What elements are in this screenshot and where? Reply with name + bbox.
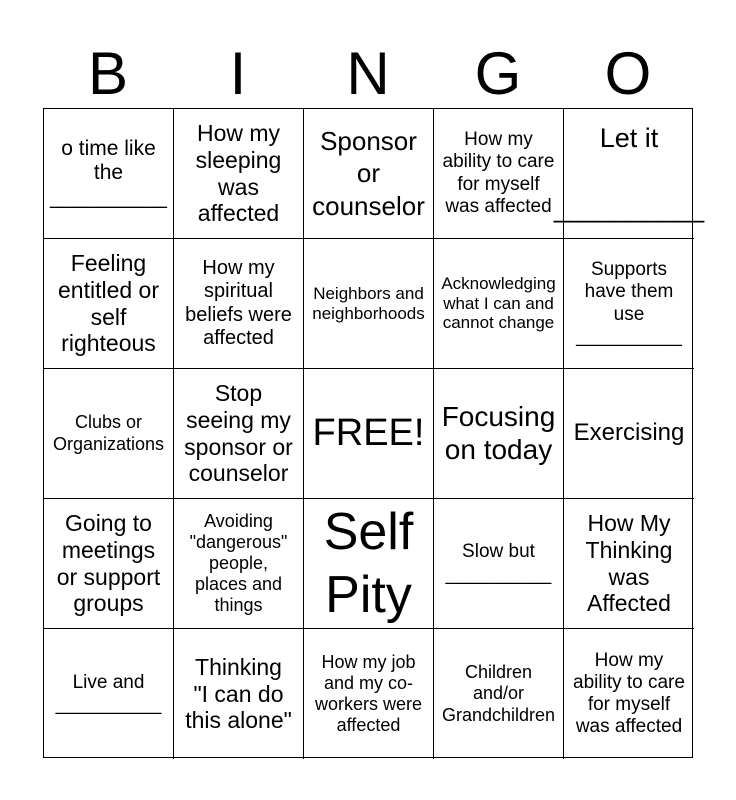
bingo-board xyxy=(43,108,705,758)
header-letter-o: O xyxy=(604,40,652,107)
bingo-cell[interactable] xyxy=(434,239,564,369)
free-space-label: FREE! xyxy=(312,412,425,455)
bingo-cell[interactable] xyxy=(44,369,174,499)
cell-text: How my ability to care for myself was affected xyxy=(573,649,685,738)
cell-text: Going to meetings or support groups xyxy=(56,509,161,617)
bingo-cell[interactable] xyxy=(304,109,434,239)
free-space[interactable] xyxy=(304,369,434,499)
bingo-cell[interactable] xyxy=(174,239,304,369)
cell-text: Let it __________ xyxy=(553,122,705,224)
header-letter-g: G xyxy=(474,40,522,107)
cell-text: Feeling entitled or self righteous xyxy=(57,249,159,357)
cell-text: How my job and my co- workers were affected xyxy=(314,651,423,736)
cell-text: Self Pity xyxy=(323,503,414,624)
cell-text: Sponsor or counselor xyxy=(312,125,425,221)
bingo-cell[interactable] xyxy=(44,109,174,239)
bingo-cell[interactable] xyxy=(174,499,304,629)
cell-text: How my spiritual beliefs were affected xyxy=(185,256,292,349)
cell-text: Neighbors and neighborhoods xyxy=(312,283,425,323)
cell-text: Slow but __________ xyxy=(445,541,552,585)
cell-text: Acknowledging what I can and cannot change xyxy=(441,273,556,333)
bingo-cell[interactable] xyxy=(44,239,174,369)
cell-text: Focusing on today xyxy=(441,400,556,465)
cell-text: Exercising xyxy=(573,419,685,447)
cell-text: How My Thinking was Affected xyxy=(585,509,673,617)
bingo-cell[interactable] xyxy=(304,499,434,629)
bingo-cell[interactable] xyxy=(304,629,434,759)
bingo-cell[interactable] xyxy=(44,629,174,759)
header-letter-i: I xyxy=(229,40,247,107)
bingo-cell[interactable] xyxy=(553,109,705,239)
header-letter-b: B xyxy=(87,40,129,107)
cell-text: Thinking "I can do this alone" xyxy=(185,653,292,734)
bingo-cell[interactable] xyxy=(434,629,564,759)
bingo-cell[interactable] xyxy=(434,499,564,629)
cell-text: Clubs or Organizations xyxy=(52,412,165,454)
cell-text: o time like the __________ xyxy=(50,136,167,209)
bingo-header xyxy=(43,40,693,108)
bingo-cell[interactable] xyxy=(174,369,304,499)
bingo-cell[interactable] xyxy=(44,499,174,629)
bingo-cell[interactable] xyxy=(564,239,694,369)
bingo-cell[interactable] xyxy=(434,109,564,239)
bingo-cell[interactable] xyxy=(564,499,694,629)
bingo-cell[interactable] xyxy=(174,629,304,759)
bingo-cell[interactable] xyxy=(434,369,564,499)
bingo-cell[interactable] xyxy=(174,109,304,239)
bingo-cell[interactable] xyxy=(564,629,694,759)
header-letter-n: N xyxy=(346,40,390,107)
cell-text: Avoiding "dangerous" people, places and things xyxy=(189,510,288,616)
cell-text: How my sleeping was affected xyxy=(195,119,282,227)
cell-text: Live and __________ xyxy=(55,671,162,715)
cell-text: How my ability to care for myself was affected xyxy=(442,129,555,217)
bingo-cell[interactable] xyxy=(564,369,694,499)
bingo-cell[interactable] xyxy=(304,239,434,369)
cell-text: Children and/or Grandchildren xyxy=(441,662,556,725)
cell-text: Supports have them use __________ xyxy=(576,259,682,347)
cell-text: Stop seeing my sponsor or counselor xyxy=(184,379,293,487)
